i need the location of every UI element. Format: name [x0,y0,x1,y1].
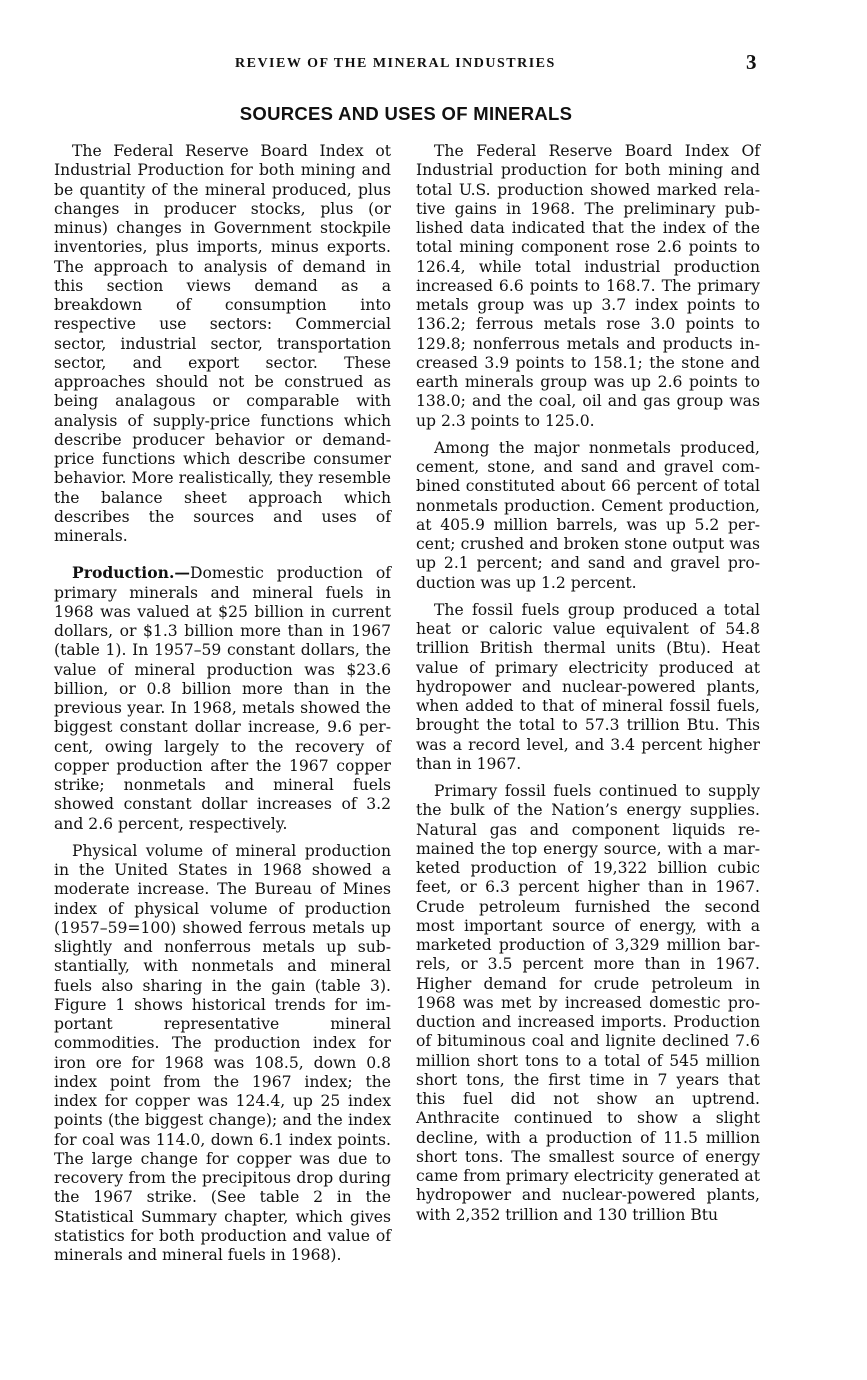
paragraph-federal-reserve-intro: The Federal Reserve Board Index ot Industrial Production for both mining and be quantity of the mineral produced, plus changes in producer stocks, plus (or minus) changes in Government stockpile inventories, plus imports, minus exports. The approach to analysis of demand in this section views demand as a breakdown of consumption into respective use sectors: Commercial sector, industrial sector, transportation sector, and export sector. These approaches should not be construed as being analagous or comparable with analysis of supply-price functions which describe producer behavior or demand-price functions which describe consumer behavior. More realistically, they resemble the balance sheet approach which describes the sources and uses of minerals. [54,142,391,545]
paragraph-physical-volume: Physical volume of mineral production in the United States in 1968 showed a moderate increase. The Bureau of Mines index of physical volume of production (1957–59=100) showed ferrous metals up slightly and nonferrous metals up substantially, with nonmetals and mineral fuels also sharing in the gain (table 3). Figure 1 shows historical trends for important representative mineral commodities. The production index for iron ore for 1968 was 108.5, down 0.8 index point from the 1967 index; the index for copper was 124.4, up 25 index points (the biggest change); and the index for coal was 114.0, down 6.1 index points. The large change for copper was due to recovery from the precipitous drop during the 1967 strike. (See table 2 in the Statistical Summary chapter, which gives statistics for both production and value of minerals and mineral fuels in 1968). [54,841,391,1264]
right-column [416,142,760,1233]
section-title: SOURCES AND USES OF MINERALS [239,103,573,124]
left-column [54,142,391,1273]
paragraph-fossil-fuels: The fossil fuels group produced a total heat or caloric value equivalent of 54.8 trillion British thermal units (Btu). Heat value of primary electricity produced at hydropower and nuclear-powered plants, when added to that of mineral fossil fuels, brought the total to 57.3 trillion Btu. This was a record level, and 3.4 percent higher than in 1967. [416,600,760,773]
paragraph-primary-fossil-fuels: Primary fossil fuels continued to supply the bulk of the Nation’s energy supplies. Natural gas and component liquids remained the top energy source, with a marketed production of 19,322 billion cubic feet, or 6.3 percent higher than in 1967. Crude petroleum furnished the second most important source of energy, with a marketed production of 3,329 million barrels, or 3.5 percent more than in 1967. Higher demand for crude petroleum in 1968 was met by increased domestic production and increased imports. Production of bituminous coal and lignite declined 7.6 million short tons to a total of 545 million short tons, the first time in 7 years that this fuel did not show an uptrend. Anthracite continued to show a slight decline, with a production of 11.5 million short tons. The smallest source of energy came from primary electricity generated at hydropower and nuclear-powered plants, with 2,352 trillion and 130 trillion Btu [416,782,760,1224]
paragraph-frb-index: The Federal Reserve Board Index Of Industrial production for both mining and total U.S. production showed marked relative gains in 1968. The preliminary published data indicated that the index of the total mining component rose 2.6 points to 126.4, while total industrial production increased 6.6 points to 168.7. The primary metals group was up 3.7 index points to 136.2; ferrous metals rose 3.0 points to 129.8; nonferrous metals and products increased 3.9 points to 158.1; the stone and earth minerals group was up 2.6 points to 138.0; and the coal, oil and gas group was up 2.3 points to 125.0. [416,142,760,430]
paragraph-production [54,563,391,834]
production-body: Domestic production of primary minerals and mineral fuels in 1968 was valued at $25 billion in current dollars, or $1.3 billion more than in 1967 (table 1). In 1957–59 constant dollars, the value of mineral production was $23.6 billion, or 0.8 billion more than in the previous year. In 1968, metals showed the biggest constant dollar increase, 9.6 percent, owing largely to the recovery of copper production after the 1967 copper strike; nonmetals and mineral fuels showed constant dollar increases of 3.2 and 2.6 percent, respectively. [54,564,391,833]
running-header-title: REVIEW OF THE MINERAL INDUSTRIES [235,56,556,71]
paragraph-nonmetals: Among the major nonmetals produced, cement, stone, and sand and gravel combined constituted about 66 percent of total nonmetals production. Cement production, at 405.9 million barrels, was up 5.2 percent; crushed and broken stone output was up 2.1 percent; and sand and gravel production was up 1.2 percent. [416,438,760,592]
production-run-in-heading: Production.— [72,563,190,583]
page-number: 3 [746,50,757,74]
